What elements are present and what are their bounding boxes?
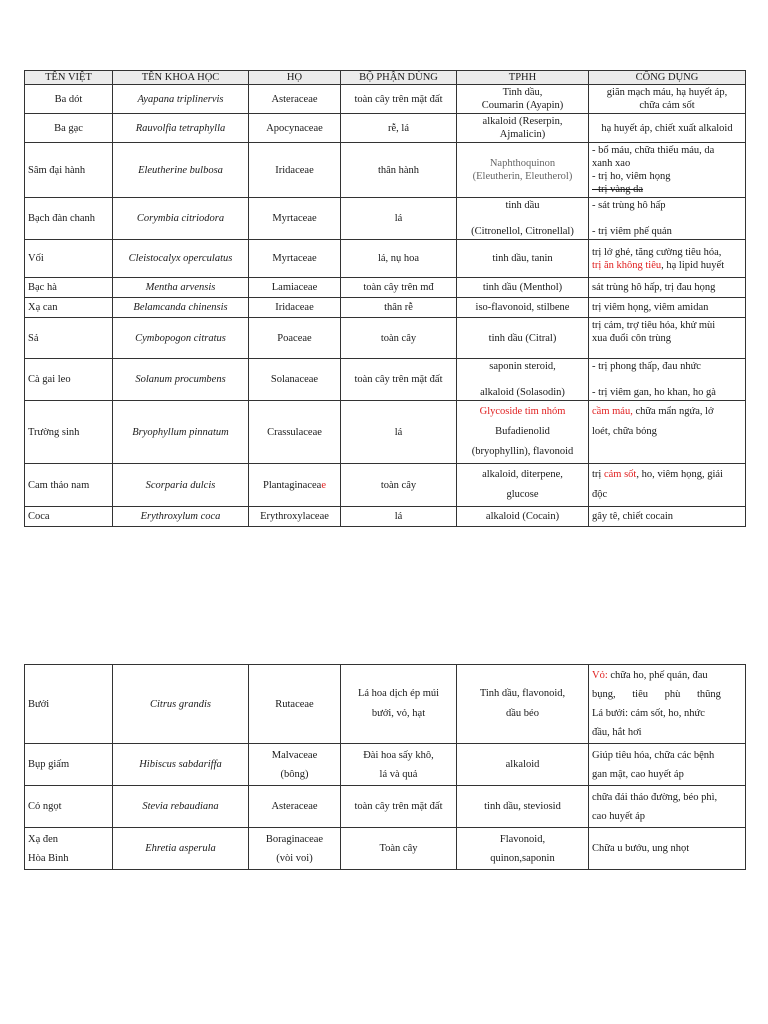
cell-ten-khoa-hoc: Stevia rebaudiana [113, 786, 249, 828]
ten-line: Xạ đen [28, 833, 59, 845]
cell-cong-dung: trị viêm họng, viêm amidan [589, 298, 746, 318]
cell-bo-phan-dung: toàn cây trên mđ [341, 278, 457, 298]
table-row [25, 359, 746, 401]
cell-bo-phan-dung: lá, nụ hoa [341, 240, 457, 278]
cell-tphh [457, 464, 589, 507]
header-ten-viet: TÊN VIỆT [25, 71, 113, 85]
cell-ho [249, 828, 341, 870]
cell-ten-khoa-hoc: Ehretia asperula [113, 828, 249, 870]
header-ho: HỌ [249, 71, 341, 85]
tphh-line: (Citronellol, Citronellal) [471, 226, 574, 237]
cell-tphh: alkaloid (Cocain) [457, 507, 589, 527]
tphh-line: Naphthoquinon [489, 158, 556, 169]
tphh-line: saponin steroid, [489, 361, 556, 372]
cell-ten-khoa-hoc: Scorparia dulcis [113, 464, 249, 507]
tphh-line: (bryophyllin), flavonoid [471, 446, 574, 457]
cell-bo-phan-dung: Toàn cây [341, 828, 457, 870]
cong-dung-line [592, 402, 742, 422]
cell-ten-viet: Bạch đàn chanh [25, 198, 113, 240]
cong-dung-line: - bổ máu, chữa thiếu máu, da [592, 145, 715, 156]
cell-ten-khoa-hoc: Hibiscus sabdariffa [113, 744, 249, 786]
cong-dung-text: , hạ lipid huyết [661, 259, 725, 271]
cell-bo-phan-dung: lá [341, 507, 457, 527]
table-row [25, 786, 746, 828]
ho-line: Malvaceae [271, 749, 318, 761]
tphh-line: Bufadienolid [495, 426, 550, 437]
cong-dung-highlight: Vỏ: [592, 670, 608, 681]
cell-tphh: tinh dầu, tanin [457, 240, 589, 278]
cell-cong-dung [589, 143, 746, 198]
cong-dung-line: hạ huyết áp, chiết xuất alkaloid [601, 122, 733, 134]
cell-tphh [457, 828, 589, 870]
cong-dung-line: trị cảm, trợ tiêu hóa, khử mùi [592, 320, 716, 331]
cell-ten-khoa-hoc: Solanum procumbens [113, 359, 249, 401]
tphh-line: alkaloid (Reserpin, [482, 116, 563, 127]
tphh-line-highlight: Glycoside tim nhóm [479, 406, 566, 417]
cong-dung-line [592, 465, 742, 485]
cell-tphh: iso-flavonoid, stilbene [457, 298, 589, 318]
cell-tphh: tinh dầu (Citral) [457, 318, 589, 359]
cell-bo-phan-dung: lá [341, 401, 457, 464]
cong-dung-line: bụng, tiêu phù thũng [592, 689, 721, 700]
tphh-line: alkaloid, diterpene, [482, 469, 563, 480]
bo-phan-line: Lá hoa dịch ép múi [357, 688, 440, 699]
cell-cong-dung: sát trùng hô hấp, trị đau họng [589, 278, 746, 298]
cell-ten-viet: Ba dót [25, 85, 113, 114]
cell-ten-khoa-hoc: Cleistocalyx operculatus [113, 240, 249, 278]
cell-ten-viet [25, 828, 113, 870]
cell-cong-dung [589, 240, 746, 278]
cell-ten-khoa-hoc: Bryophyllum pinnatum [113, 401, 249, 464]
cong-dung-line: xua đuổi côn trùng [592, 333, 672, 344]
cell-tphh [457, 114, 589, 143]
cell-bo-phan-dung: lá [341, 198, 457, 240]
table-row [25, 143, 746, 198]
cong-dung-text: chữa ho, phế quản, đau [607, 670, 708, 681]
bo-phan-line: lá và quả [379, 768, 418, 780]
cell-ho: Lamiaceae [249, 278, 341, 298]
cell-bo-phan-dung: thân hành [341, 143, 457, 198]
cell-ho: Myrtaceae [249, 198, 341, 240]
cell-ho: Iridaceae [249, 298, 341, 318]
cell-ten-viet: Sả [25, 318, 113, 359]
cell-ho: Solanaceae [249, 359, 341, 401]
cell-ho: Crassulaceae [249, 401, 341, 464]
cell-ho: Rutaceae [249, 665, 341, 744]
cell-cong-dung [589, 359, 746, 401]
cell-ten-viet: Vối [25, 240, 113, 278]
cell-ten-viet: Trường sinh [25, 401, 113, 464]
ho-line: Boraginaceae [265, 833, 324, 845]
header-ten-khoa-hoc: TÊN KHOA HỌC [113, 71, 249, 85]
tphh-line: Coumarin (Ayapin) [481, 100, 564, 111]
cell-tphh [457, 198, 589, 240]
bo-phan-line: Đài hoa sấy khô, [363, 749, 434, 761]
cell-bo-phan-dung [341, 665, 457, 744]
cong-dung-line: - trị viêm gan, ho khan, ho gà [592, 387, 716, 398]
header-bo-phan-dung: BỘ PHẬN DÙNG [341, 71, 457, 85]
cong-dung-text: chữa mẩn ngứa, lở [632, 406, 714, 417]
table-row [25, 85, 746, 114]
ho-line: (vòi voi) [276, 852, 313, 864]
cell-cong-dung [589, 318, 746, 359]
cell-tphh [457, 143, 589, 198]
cell-ten-khoa-hoc: Ayapana triplinervis [113, 85, 249, 114]
cell-ho [249, 464, 341, 507]
table-row [25, 278, 746, 298]
cong-dung-line: giãn mạch máu, hạ huyết áp, [606, 87, 728, 98]
cell-ten-khoa-hoc: Mentha arvensis [113, 278, 249, 298]
table-row [25, 744, 746, 786]
cong-dung-line: loét, chữa bỏng [592, 426, 657, 437]
cong-dung-line: đầu, hắt hơi [592, 727, 642, 738]
tphh-line: Flavonoid, [499, 833, 546, 845]
cell-ten-khoa-hoc: Rauvolfia tetraphylla [113, 114, 249, 143]
cong-dung-text: , ho, viêm họng, giải [636, 469, 723, 480]
cell-tphh [457, 401, 589, 464]
cell-ho: Asteraceae [249, 85, 341, 114]
table-row [25, 114, 746, 143]
cell-cong-dung [589, 665, 746, 744]
cong-dung-line: - trị ho, viêm họng [592, 171, 671, 182]
cong-dung-line: - sát trùng hô hấp [592, 200, 666, 211]
cong-dung-highlight: trị ăn không tiêu [592, 259, 662, 271]
cell-cong-dung [589, 401, 746, 464]
cong-dung-line: Lá bưởi: cảm sốt, ho, nhức [592, 708, 705, 719]
cell-ho: Erythroxylaceae [249, 507, 341, 527]
tphh-line: (Eleutherin, Eleutherol) [472, 171, 573, 182]
cell-ten-viet: Bụp giấm [25, 744, 113, 786]
header-tphh: TPHH [457, 71, 589, 85]
cong-dung-line: chữa đái tháo đường, béo phì, [592, 791, 718, 803]
cell-cong-dung [589, 85, 746, 114]
cell-ten-khoa-hoc: Cymbopogon citratus [113, 318, 249, 359]
cong-dung-highlight: cảm sốt [603, 469, 637, 480]
cell-tphh: tinh dầu, steviosid [457, 786, 589, 828]
ho-highlight: e [321, 479, 326, 491]
cell-ten-khoa-hoc: Eleutherine bulbosa [113, 143, 249, 198]
cong-dung-line: - trị viêm phế quản [592, 226, 672, 237]
cell-bo-phan-dung: toàn cây trên mặt đất [341, 359, 457, 401]
cong-dung-line: Giúp tiêu hóa, chữa các bệnh [592, 749, 715, 761]
tphh-line: dầu béo [506, 708, 539, 719]
cell-ten-viet: Coca [25, 507, 113, 527]
cell-cong-dung: gây tê, chiết cocain [589, 507, 746, 527]
cong-dung-text: trị [592, 469, 604, 480]
cell-ten-viet: Cam thảo nam [25, 464, 113, 507]
cong-dung-line: độc [592, 489, 608, 500]
table-row [25, 240, 746, 278]
tphh-line: tinh dầu [505, 200, 540, 211]
cong-dung-line: chữa cảm sốt [639, 100, 695, 111]
cell-ho: Iridaceae [249, 143, 341, 198]
table-row [25, 507, 746, 527]
medicinal-plants-table-2 [24, 664, 746, 870]
cell-ten-viet: Bạc hà [25, 278, 113, 298]
cell-tphh: tinh dầu (Menthol) [457, 278, 589, 298]
cell-ho: Myrtaceae [249, 240, 341, 278]
table-row [25, 401, 746, 464]
tphh-line: quinon,saponin [490, 852, 555, 864]
table-row [25, 464, 746, 507]
cong-dung-line [592, 259, 742, 272]
tphh-line: Ajmalicin) [499, 129, 546, 140]
medicinal-plants-table-1 [24, 70, 746, 527]
cell-ten-viet: Sâm đại hành [25, 143, 113, 198]
cell-ho [249, 744, 341, 786]
cell-ten-khoa-hoc: Belamcanda chinensis [113, 298, 249, 318]
cong-dung-line: gan mật, cao huyết áp [592, 768, 684, 780]
cell-cong-dung: Chữa u bướu, ung nhọt [589, 828, 746, 870]
cell-bo-phan-dung: toàn cây [341, 464, 457, 507]
ho-line: (bông) [280, 768, 309, 780]
table-row [25, 665, 746, 744]
cell-cong-dung [589, 744, 746, 786]
cell-cong-dung [589, 464, 746, 507]
cell-ho: Asteraceae [249, 786, 341, 828]
cong-dung-line-struck: - trị vàng da [592, 184, 644, 195]
cell-bo-phan-dung: toàn cây trên mặt đất [341, 786, 457, 828]
tphh-line: glucose [506, 489, 539, 500]
cell-ten-khoa-hoc: Erythroxylum coca [113, 507, 249, 527]
cell-cong-dung [589, 114, 746, 143]
ten-line: Hòa Bình [28, 852, 69, 864]
cell-ho: Apocynaceae [249, 114, 341, 143]
cell-ten-viet: Cà gai leo [25, 359, 113, 401]
cell-cong-dung [589, 786, 746, 828]
cell-ten-viet: Ba gạc [25, 114, 113, 143]
cell-ho: Poaceae [249, 318, 341, 359]
cell-ten-viet: Xạ can [25, 298, 113, 318]
cong-dung-line: xanh xao [592, 158, 631, 169]
header-cong-dung: CÔNG DỤNG [589, 71, 746, 85]
table-row [25, 298, 746, 318]
cell-ten-khoa-hoc: Citrus grandis [113, 665, 249, 744]
cell-ten-viet: Bưởi [25, 665, 113, 744]
cong-dung-line: - trị phong thấp, đau nhức [592, 361, 701, 372]
cell-tphh: alkaloid [457, 744, 589, 786]
table-header-row [25, 71, 746, 85]
cell-bo-phan-dung: toàn cây [341, 318, 457, 359]
ho-text: Plantaginacea [263, 479, 322, 491]
tphh-line: Tinh dầu, flavonoid, [479, 688, 566, 699]
cell-ten-khoa-hoc: Corymbia citriodora [113, 198, 249, 240]
cell-cong-dung [589, 198, 746, 240]
bo-phan-line: bưởi, vỏ, hạt [371, 708, 426, 719]
table-row [25, 198, 746, 240]
cell-tphh [457, 359, 589, 401]
cong-dung-line [592, 666, 742, 685]
cell-bo-phan-dung: rễ, lá [341, 114, 457, 143]
cell-bo-phan-dung: toàn cây trên mặt đất [341, 85, 457, 114]
cong-dung-line: trị lở ghẻ, tăng cường tiêu hóa, [592, 246, 722, 258]
cell-bo-phan-dung: thân rễ [341, 298, 457, 318]
cell-bo-phan-dung [341, 744, 457, 786]
cell-ten-viet: Cỏ ngọt [25, 786, 113, 828]
cell-tphh [457, 665, 589, 744]
table-row [25, 318, 746, 359]
cong-dung-line: cao huyết áp [592, 810, 646, 822]
cong-dung-highlight: cầm máu, [592, 406, 633, 417]
table-row [25, 828, 746, 870]
cell-tphh [457, 85, 589, 114]
tphh-line: Tinh dầu, [502, 87, 543, 98]
tphh-line: alkaloid (Solasodin) [480, 387, 565, 398]
